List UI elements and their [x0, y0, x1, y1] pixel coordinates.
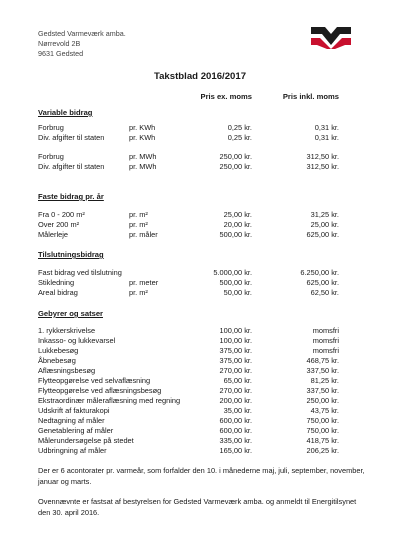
sender-address — [38, 29, 126, 59]
row-unit: pr. meter — [129, 278, 159, 287]
row-price-inkl-moms: 31,25 kr. — [310, 210, 339, 219]
row-label: Inkasso- og lukkevarsel — [38, 336, 116, 345]
row-label: Udskrift af fakturakopi — [38, 406, 110, 415]
row-price-inkl-moms: 43,75 kr. — [310, 406, 339, 415]
row-price-inkl-moms: 750,00 kr. — [306, 416, 339, 425]
row-price-inkl-moms: 0,31 kr. — [314, 133, 339, 142]
row-label: Stikledning — [38, 278, 75, 287]
section-heading-faste: Faste bidrag pr. år — [38, 192, 104, 201]
table-row — [0, 268, 400, 278]
table-row — [0, 436, 400, 446]
row-label: Ekstraordinær måleraflæsning med regning — [38, 396, 181, 405]
table-row — [0, 278, 400, 288]
sender-name: Gedsted Varmeværk amba. — [38, 29, 126, 38]
table-row — [0, 210, 400, 220]
row-label: Forbrug — [38, 123, 64, 132]
row-price-ex-moms: 0,25 kr. — [227, 123, 252, 132]
row-unit: pr. MWh — [129, 162, 157, 171]
row-price-inkl-moms: 312,50 kr. — [306, 152, 339, 161]
row-unit: pr. m² — [129, 288, 148, 297]
row-price-inkl-moms: 25,00 kr. — [310, 220, 339, 229]
table-row — [0, 416, 400, 426]
row-unit: pr. m² — [129, 210, 148, 219]
row-unit: pr. KWh — [129, 123, 156, 132]
sender-street: Nørrevold 2B — [38, 39, 81, 48]
section-heading-variable: Variable bidrag — [38, 108, 93, 117]
table-row — [0, 230, 400, 240]
row-unit: pr. MWh — [129, 152, 157, 161]
row-price-inkl-moms: 312,50 kr. — [306, 162, 339, 171]
row-label: Målerundersøgelse på stedet — [38, 436, 134, 445]
table-row — [0, 346, 400, 356]
table-row — [0, 376, 400, 386]
row-price-inkl-moms: 750,00 kr. — [306, 426, 339, 435]
row-price-ex-moms: 270,00 kr. — [219, 386, 252, 395]
row-price-ex-moms: 375,00 kr. — [219, 346, 252, 355]
row-label: Forbrug — [38, 152, 64, 161]
table-row — [0, 288, 400, 298]
row-price-inkl-moms: momsfri — [312, 346, 339, 355]
row-price-ex-moms: 250,00 kr. — [219, 152, 252, 161]
table-row — [0, 152, 400, 162]
row-price-inkl-moms: momsfri — [312, 336, 339, 345]
row-label: Div. afgifter til staten — [38, 162, 105, 171]
row-price-ex-moms: 65,00 kr. — [223, 376, 252, 385]
row-price-ex-moms: 375,00 kr. — [219, 356, 252, 365]
row-price-inkl-moms: 0,31 kr. — [314, 123, 339, 132]
row-price-ex-moms: 200,00 kr. — [219, 396, 252, 405]
column-header-ex-moms: Pris ex. moms — [200, 92, 252, 101]
row-label: Flytteopgørelse ved aflæsningsbesøg — [38, 386, 162, 395]
row-label: 1. rykkerskrivelse — [38, 326, 96, 335]
row-price-inkl-moms: 337,50 kr. — [306, 386, 339, 395]
row-price-ex-moms: 335,00 kr. — [219, 436, 252, 445]
table-row — [0, 326, 400, 336]
row-price-ex-moms: 100,00 kr. — [219, 336, 252, 345]
row-price-ex-moms: 0,25 kr. — [227, 133, 252, 142]
row-price-ex-moms: 600,00 kr. — [219, 426, 252, 435]
row-price-inkl-moms: 250,00 kr. — [306, 396, 339, 405]
page-title: Takstblad 2016/2017 — [153, 71, 247, 82]
table-row — [0, 426, 400, 436]
row-price-inkl-moms: 625,00 kr. — [306, 278, 339, 287]
row-price-ex-moms: 20,00 kr. — [223, 220, 252, 229]
row-price-ex-moms: 270,00 kr. — [219, 366, 252, 375]
row-unit: pr. måler — [129, 230, 158, 239]
table-row — [0, 220, 400, 230]
table-row — [0, 162, 400, 172]
row-price-inkl-moms: 468,75 kr. — [306, 356, 339, 365]
row-label: Div. afgifter til staten — [38, 133, 105, 142]
row-label: Åbnebesøg — [38, 356, 76, 365]
sender-city: 9631 Gedsted — [38, 49, 84, 58]
row-price-inkl-moms: 625,00 kr. — [306, 230, 339, 239]
row-price-ex-moms: 50,00 kr. — [223, 288, 252, 297]
column-header-inkl-moms: Pris inkl. moms — [282, 92, 339, 101]
row-price-inkl-moms: 418,75 kr. — [306, 436, 339, 445]
table-row — [0, 446, 400, 456]
row-price-inkl-moms: momsfri — [312, 326, 339, 335]
row-unit: pr. m² — [129, 220, 148, 229]
row-label: Flytteopgørelse ved selvaflæsning — [38, 376, 151, 385]
table-row — [0, 406, 400, 416]
row-price-inkl-moms: 81,25 kr. — [310, 376, 339, 385]
table-row — [0, 336, 400, 346]
row-price-ex-moms: 100,00 kr. — [219, 326, 252, 335]
row-price-ex-moms: 250,00 kr. — [219, 162, 252, 171]
table-row — [0, 356, 400, 366]
row-label: Over 200 m² — [38, 220, 80, 229]
row-label: Fra 0 - 200 m² — [38, 210, 85, 219]
row-price-ex-moms: 500,00 kr. — [219, 230, 252, 239]
row-price-inkl-moms: 206,25 kr. — [306, 446, 339, 455]
row-price-ex-moms: 600,00 kr. — [219, 416, 252, 425]
payment-terms-note: Der er 6 acontorater pr. varmeår, som forfalder den 10. i månederne maj, juli, september, november, januar og marts. — [38, 466, 365, 486]
table-row — [0, 366, 400, 376]
section-heading-gebyrer: Gebyrer og satser — [38, 309, 103, 318]
row-price-ex-moms: 5.000,00 kr. — [213, 268, 252, 277]
row-label: Målerleje — [38, 230, 68, 239]
row-label: Aflæsningsbesøg — [38, 366, 96, 375]
row-price-inkl-moms: 6.250,00 kr. — [300, 268, 339, 277]
row-price-ex-moms: 165,00 kr. — [219, 446, 252, 455]
table-row — [0, 133, 400, 143]
table-row — [0, 386, 400, 396]
approval-note: Ovennævnte er fastsat af bestyrelsen for Gedsted Varmeværk amba. og anmeldt til Energitilsynet den 30. april 2016. — [38, 497, 357, 517]
section-heading-tilslutning: Tilslutningsbidrag — [38, 250, 104, 259]
row-label: Genetablering af måler — [38, 426, 114, 435]
table-row — [0, 123, 400, 133]
row-label: Lukkebesøg — [38, 346, 79, 355]
table-row — [0, 396, 400, 406]
row-price-ex-moms: 500,00 kr. — [219, 278, 252, 287]
row-price-inkl-moms: 337,50 kr. — [306, 366, 339, 375]
row-label: Areal bidrag — [38, 288, 78, 297]
company-logo-icon — [309, 24, 353, 50]
row-price-inkl-moms: 62,50 kr. — [310, 288, 339, 297]
row-price-ex-moms: 35,00 kr. — [223, 406, 252, 415]
row-label: Nedtagning af måler — [38, 416, 105, 425]
row-unit: pr. KWh — [129, 133, 156, 142]
row-label: Udbringning af måler — [38, 446, 107, 455]
row-label: Fast bidrag ved tilslutning — [38, 268, 122, 277]
row-price-ex-moms: 25,00 kr. — [223, 210, 252, 219]
